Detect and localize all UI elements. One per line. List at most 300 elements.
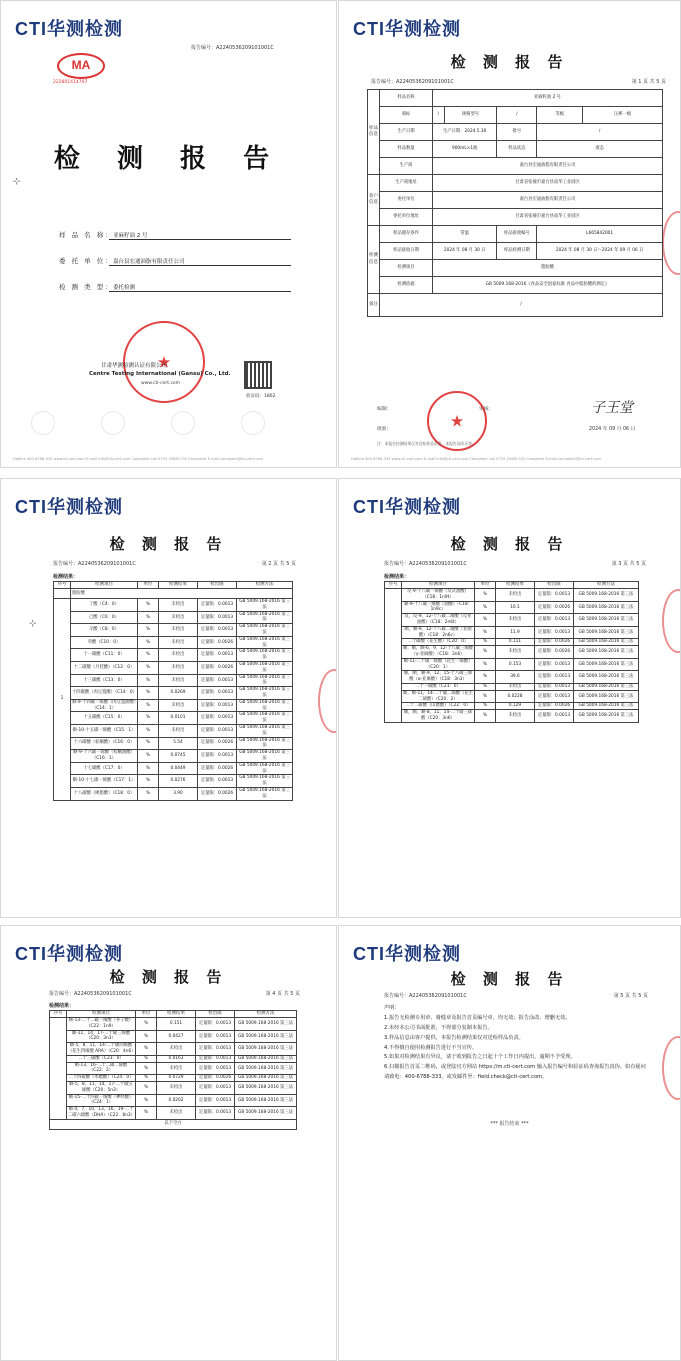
item-cell: 顺-5，8，11，14，17-二十碳五烯酸（C20：5n3） bbox=[67, 1082, 136, 1095]
result-cell: 0.0427 bbox=[157, 1030, 196, 1043]
result-cell: 10.1 bbox=[496, 601, 535, 614]
result-cell: 0.0276 bbox=[159, 775, 198, 788]
unit-cell: % bbox=[138, 674, 159, 687]
item-cell: 顺-13，16-二十二碳二烯酸（C22：2） bbox=[67, 1062, 136, 1075]
result-cell: 未检出 bbox=[157, 1082, 196, 1095]
lod-cell: 定量限：0.0013 bbox=[196, 1043, 235, 1056]
item-cell: 反，反-9，12-十八碳二烯酸（反亚油酸）（C18：2n6t） bbox=[402, 614, 475, 627]
item-cell: 二十二碳酸（山嵛酸）（C22：0） bbox=[402, 703, 475, 710]
unit-cell: % bbox=[138, 775, 159, 788]
table-row bbox=[54, 712, 293, 725]
lod-cell: 定量限：0.0013 bbox=[196, 1062, 235, 1075]
item-cell: 顺-9-十四碳一烯酸（肉豆蔻油酸）（C14：1） bbox=[72, 699, 136, 711]
lod-cell: 定量限：0.0026 bbox=[198, 787, 237, 800]
table-row bbox=[54, 624, 293, 637]
table-row bbox=[54, 787, 293, 800]
cti-logo: CTI华测检测 bbox=[15, 944, 123, 964]
client-row: 委 托 单 位：嘉台县宏通油脂有限责任公司 bbox=[59, 256, 291, 266]
item-cell: 顺，顺，顺-6，9，12-十八碳三烯酸（γ-亚麻酸）（C18：3n6） bbox=[403, 646, 473, 658]
unit-cell: % bbox=[136, 1107, 157, 1120]
unit-cell: % bbox=[138, 737, 159, 750]
unit-cell: % bbox=[138, 787, 159, 800]
result-cell: 未检出 bbox=[157, 1043, 196, 1056]
crosshair-icon: ⊹ bbox=[13, 177, 21, 187]
sign-note: 注：本报告检测结果仅对送检样品负责，本报告涂改无效。 bbox=[377, 441, 476, 446]
item-cell: 己酸（C6：0） bbox=[71, 611, 138, 624]
unit-cell: % bbox=[138, 599, 159, 612]
report-title: 检 测 报 告 bbox=[450, 535, 569, 553]
table-row bbox=[385, 684, 639, 691]
result-cell: 0.0745 bbox=[159, 750, 198, 763]
cma-mark-icon: MA bbox=[57, 53, 105, 79]
table-row bbox=[54, 599, 293, 612]
unit-cell: % bbox=[138, 750, 159, 763]
method-cell: GB 5009.168-2016 第三法 bbox=[574, 690, 639, 703]
cti-logo: CTI华测检测 bbox=[15, 19, 123, 39]
report-no: 报告编号：A2240536209101001C bbox=[384, 561, 467, 567]
approver-label: 批准： bbox=[377, 427, 392, 432]
company-seal-icon: ★ bbox=[123, 321, 205, 403]
method-cell: GB 5009.168-2016 第三法 bbox=[574, 626, 639, 639]
method-cell: GB 5009.168-2016 第三法 bbox=[574, 658, 639, 671]
method-cell: GB 5009.168-2016 第三法 bbox=[574, 614, 639, 627]
unit-cell: % bbox=[136, 1030, 157, 1043]
item-cell: 顺-4，7，10，13，16，19-二十二碳六烯酸（DHA）（C22：6n3） bbox=[68, 1107, 135, 1119]
method-cell: GB 5009.168-2016 第三法 bbox=[237, 750, 293, 763]
unit-cell: % bbox=[475, 710, 496, 723]
result-cell: 未检出 bbox=[159, 674, 198, 687]
item-cell: 癸酸（C10：0） bbox=[71, 636, 138, 649]
lod-cell: 定量限：0.0013 bbox=[198, 624, 237, 637]
info-page bbox=[338, 0, 681, 468]
method-cell: GB 5009.168-2016 第三法 bbox=[237, 762, 293, 775]
method-cell: GB 5009.168-2016 第三法 bbox=[574, 710, 639, 723]
result-cell: 39.6 bbox=[496, 671, 535, 684]
results-table-2: 序号 检测项目 单位 检测结果 检出限 检测方法 反-9-十八碳一烯酸（反式油酸）（C18：1n9t） % 未检出 定量限：0.0013 GB 5009.168-2016 第三法 顺-9-十八碳一烯酸（油酸）（C18：1n9c） % 10.1 定量限：0.0026 GB 5009.168-2016 第三法 反，反-9，12-十八碳二烯酸（反亚油酸）（C18：2n6t） % 未检出 定量限：0.0013 GB 5009.168-2016 第三法 顺，顺-9，12-十八碳二烯酸（亚油酸）（C18：2n6c） % 11.9 定量限：0.0013 GB 5009.168-2016 第三法 二十碳酸（花生酸）（C20：0） % 0.111 定量限：0.0026 GB 5009.168-2016 第三法 顺，顺，顺-6，9，12-十八碳三烯酸（γ-亚麻酸）（C18：3n6） % 未检出 定量限：0.0026 GB 5009.168-2016 第三法 顺-11-二十碳一烯酸（花生一烯酸）（C20：1） % 0.153 定量限：0.0013 GB 5009.168-2016 第三法 顺，顺，顺-9，12，15-十八碳三烯酸（α-亚麻酸）（C18：3n3） % 39.6 定量限：0.0013 GB 5009.168-2016 第三法 二十一碳酸（C21：0） % 未检出 定量限：0.0013 GB 5009.168-2016 第三法 顺，顺-11，14-二十碳二烯酸（花生二烯酸）（C20：2） % 0.0228 定量限：0.0013 GB 5009.168-2016 第三法 二十二碳酸（山嵛酸）（C22：0） % 0.129 定量限：0.0026 GB 5009.168-2016 第三法 顺，顺，顺-8，11，14-二十碳三烯酸（C20：3n6） % 未检出 定量限：0.0013 GB 5009.168-2016 第三法 bbox=[384, 581, 639, 723]
lod-cell: 定量限：0.0026 bbox=[535, 601, 574, 614]
edge-seal-icon bbox=[662, 589, 681, 653]
unit-cell: % bbox=[138, 712, 159, 725]
method-cell: GB 5009.168-2016 第三法 bbox=[574, 703, 639, 710]
result-cell: 3.90 bbox=[159, 787, 198, 800]
table-row bbox=[385, 639, 639, 646]
statement-item: 2.未经本公司书面批准，不得部分复制本报告。 bbox=[384, 1024, 493, 1031]
unit-cell: % bbox=[475, 639, 496, 646]
table-row bbox=[385, 601, 639, 614]
report-no: 报告编号：A2240536209101001C bbox=[384, 993, 467, 999]
sample-info-table: 样品信息 样品名称 亚麻籽油 2 号 商标 / 规格型号 / 等级 压榨一级 生产日期 生产日期：2024.5.30 批号 / 样品数量 900mL×1瓶 样品状态 液态 生产商 嘉台县宏通油脂有限责任公司 客户信息 生产商地址 甘肃省张掖市嘉台县南华工业园区 委托单位 嘉台县宏通油脂有限责任公司 委托单位地址 甘肃省张掖市嘉台县南华工业园区 检测信息 样品储存条件 常温 样品接收编号 L665842001 样品接收日期 2024 年 08 月 30 日 样品检测日期 2024 年 08 月 30 日～2024 年 09 月 06 日 检测项目 脂肪酸 检测依据 GB 5009.168-2016《食品安全国家标准 食品中脂肪酸的测定》 备注 / bbox=[367, 89, 663, 317]
method-cell: GB 5009.168-2016 第三法 bbox=[574, 589, 639, 602]
seq-cell bbox=[385, 589, 402, 723]
result-cell: 未检出 bbox=[159, 699, 198, 712]
unit-cell: % bbox=[136, 1018, 157, 1031]
edge-seal-icon bbox=[662, 1036, 681, 1100]
result-cell: 0.129 bbox=[496, 703, 535, 710]
item-cell: 顺-9-十八碳一烯酸（油酸）（C18：1n9c） bbox=[402, 601, 475, 614]
method-cell: GB 5009.168-2016 第三法 bbox=[237, 599, 293, 612]
table-row bbox=[385, 710, 639, 723]
method-cell: GB 5009.168-2016 第三法 bbox=[235, 1094, 297, 1107]
cover-report-no: 报告编号：A2240536209101001C bbox=[191, 45, 274, 51]
result-cell: 未检出 bbox=[159, 649, 198, 662]
item-cell: 十三碳酸（C13：0） bbox=[71, 674, 138, 687]
lod-cell: 定量限：0.0013 bbox=[535, 614, 574, 627]
result-cell: 0.0729 bbox=[157, 1075, 196, 1082]
crosshair-icon: ⊹ bbox=[29, 619, 37, 629]
method-cell: GB 5009.168-2016 第三法 bbox=[237, 787, 293, 800]
table-row bbox=[50, 1062, 297, 1075]
unit-cell: % bbox=[136, 1075, 157, 1082]
report-no: 报告编号：A2240536209101001C bbox=[53, 561, 136, 567]
statement-item: 6.扫描报告首页二维码，或登陆官方网站 https://m.cti-cert.com 输入报告编号和验证码查询报告真伪。如有疑问请致电：400-6788-333，或发邮件至：field.check@cti-cert.com。 bbox=[384, 1064, 646, 1081]
unit-cell: % bbox=[475, 646, 496, 659]
watermark-icon bbox=[241, 411, 265, 435]
unit-cell: % bbox=[475, 601, 496, 614]
item-cell: 十二碳酸（月桂酸）（C12：0） bbox=[71, 662, 138, 675]
lod-cell: 定量限：0.0013 bbox=[198, 725, 237, 738]
watermark-icon bbox=[31, 411, 55, 435]
lod-cell: 定量限：0.0013 bbox=[196, 1055, 235, 1062]
edge-seal-icon bbox=[318, 669, 337, 733]
lod-cell: 定量限：0.0026 bbox=[198, 737, 237, 750]
method-cell: GB 5009.168-2016 第三法 bbox=[237, 649, 293, 662]
method-cell: GB 5009.168-2016 第三法 bbox=[235, 1018, 297, 1031]
result-cell: 未检出 bbox=[157, 1062, 196, 1075]
seq-cell bbox=[50, 1018, 67, 1120]
lod-cell: 定量限：0.0013 bbox=[196, 1094, 235, 1107]
method-cell: GB 5009.168-2016 第三法 bbox=[237, 687, 293, 700]
results-page-1 bbox=[0, 478, 337, 918]
item-cell: 顺，顺-9，12-十八碳二烯酸（亚油酸）（C18：2n6c） bbox=[402, 626, 475, 639]
table-row bbox=[54, 725, 293, 738]
cover-title: 检 测 报 告 bbox=[53, 144, 284, 174]
result-cell: 0.0269 bbox=[159, 687, 198, 700]
table-row bbox=[50, 1107, 297, 1120]
lod-cell: 定量限：0.0013 bbox=[535, 684, 574, 691]
org-website: www.cti-cert.com bbox=[141, 381, 181, 386]
method-cell: GB 5009.168-2016 第三法 bbox=[235, 1055, 297, 1062]
statement-page bbox=[338, 925, 681, 1361]
method-cell: GB 5009.168-2016 第三法 bbox=[237, 636, 293, 649]
table-row bbox=[54, 674, 293, 687]
report-end: *** 报告结束 *** bbox=[490, 1121, 529, 1127]
item-cell: 顺，顺-11，14-二十碳二烯酸（花生二烯酸）（C20：2） bbox=[403, 690, 473, 702]
table-row bbox=[50, 1055, 297, 1062]
approve-date: 2024 年 09 月 06 日 bbox=[589, 427, 636, 432]
method-cell: GB 5009.168-2016 第三法 bbox=[574, 646, 639, 659]
results-page-3 bbox=[0, 925, 337, 1361]
method-cell: GB 5009.168-2016 第三法 bbox=[237, 624, 293, 637]
results-label: 检测结果： bbox=[384, 574, 410, 580]
report-title: 检 测 报 告 bbox=[450, 970, 569, 988]
lod-cell: 定量限：0.0013 bbox=[535, 589, 574, 602]
unit-cell: % bbox=[138, 762, 159, 775]
statement-list bbox=[384, 1004, 650, 1083]
page-number: 第 1 页 共 5 页 bbox=[631, 79, 666, 85]
lod-cell: 定量限：0.0013 bbox=[196, 1030, 235, 1043]
table-row bbox=[54, 611, 293, 624]
table-row bbox=[385, 614, 639, 627]
results-table-3: 序号 检测项目 单位 检测结果 检出限 检测方法 顺-13-二十二碳一烯酸（芥子酸）（C22：1n9） % 0.151 定量限：0.0013 GB 5009.168-2016 第三法 顺-11，14，17-二十碳三烯酸（C20：3n3） % 0.0427 定量限：0.0013 GB 5009.168-2016 第三法 顺-5，8，11，14-二十碳四烯酸（花生四烯酸 ARA）（C20：4n6） % 未检出 定量限：0.0013 GB 5009.168-2016 第三法 二十三碳酸（C23：0） % 0.0163 定量限：0.0013 GB 5009.168-2016 第三法 顺-13，16-二十二碳二烯酸（C22：2） % 未检出 定量限：0.0013 GB 5009.168-2016 第三法 二十四碳酸（木蜡酸）（C24：0） % 0.0729 定量限：0.0026 GB 5009.168-2016 第三法 顺-5，8，11，14，17-二十碳五烯酸（C20：5n3） % 未检出 定量限：0.0013 GB 5009.168-2016 第三法 顺-15-二十四碳一烯酸（神经酸）（C24：1） % 0.0202 定量限：0.0013 GB 5009.168-2016 第三法 顺-4，7，10，13，16，19-二十二碳六烯酸（DHA）（C22：6n3） % 未检出 定量限：0.0013 GB 5009.168-2016 第三法 以下空白 bbox=[49, 1010, 297, 1130]
method-cell: GB 5009.168-2016 第三法 bbox=[237, 699, 293, 712]
lod-cell: 定量限：0.0013 bbox=[198, 775, 237, 788]
result-cell: 5.54 bbox=[159, 737, 198, 750]
result-cell: 未检出 bbox=[159, 636, 198, 649]
item-cell: 顺-5，8，11，14-二十碳四烯酸（花生四烯酸 ARA）（C20：4n6） bbox=[68, 1043, 136, 1055]
result-cell: 0.0228 bbox=[496, 690, 535, 703]
method-cell: GB 5009.168-2016 第三法 bbox=[574, 639, 639, 646]
result-cell: 未检出 bbox=[159, 662, 198, 675]
result-cell: 0.0101 bbox=[159, 712, 198, 725]
result-cell: 未检出 bbox=[496, 646, 535, 659]
unit-cell: % bbox=[475, 626, 496, 639]
lod-cell: 定量限：0.0026 bbox=[535, 703, 574, 710]
table-row bbox=[54, 687, 293, 700]
item-cell: 顺，顺，顺-9，12，15-十八碳三烯酸（α-亚麻酸）（C18：3n3） bbox=[402, 671, 475, 684]
item-cell: 顺-11-二十碳一烯酸（花生一烯酸）（C20：1） bbox=[402, 658, 475, 671]
lod-cell: 定量限：0.0013 bbox=[196, 1107, 235, 1120]
lod-cell: 定量限：0.0013 bbox=[535, 710, 574, 723]
table-row bbox=[54, 762, 293, 775]
method-cell: GB 5009.168-2016 第三法 bbox=[237, 737, 293, 750]
unit-cell: % bbox=[138, 649, 159, 662]
method-cell: GB 5009.168-2016 第三法 bbox=[235, 1062, 297, 1075]
item-cell: 顺-10-十五碳一烯酸（C15：1） bbox=[71, 725, 138, 738]
statement-item: 4.不得擅自使用检测报告进行不当宣传。 bbox=[384, 1044, 478, 1051]
unit-cell: % bbox=[475, 703, 496, 710]
report-no: 报告编号：A2240536209101001C bbox=[49, 991, 132, 997]
method-cell: GB 5009.168-2016 第三法 bbox=[237, 775, 293, 788]
method-cell: GB 5009.168-2016 第三法 bbox=[237, 712, 293, 725]
item-cell: 顺-9-十六碳一烯酸（棕榈油酸）（C16：1） bbox=[71, 750, 138, 763]
lod-cell: 定量限：0.0013 bbox=[198, 649, 237, 662]
test-type-row: 检 测 类 型：委托检测 bbox=[59, 282, 291, 292]
unit-cell: % bbox=[475, 690, 496, 703]
result-cell: 未检出 bbox=[496, 614, 535, 627]
result-cell: 未检出 bbox=[159, 624, 198, 637]
verify-code: 验证码：1862 bbox=[246, 394, 276, 399]
lod-cell: 定量限：0.0026 bbox=[198, 636, 237, 649]
test-seal-icon: ★ bbox=[427, 391, 487, 451]
report-title: 检 测 报 告 bbox=[450, 53, 569, 71]
item-cell: 辛酸（C8：0） bbox=[71, 624, 138, 637]
unit-cell: % bbox=[475, 614, 496, 627]
org-name-en: Centre Testing International (Gansu) Co., Ltd. bbox=[89, 371, 231, 377]
page-number: 第 2 页 共 5 页 bbox=[261, 561, 296, 567]
method-cell: GB 5009.168-2016 第三法 bbox=[237, 611, 293, 624]
unit-cell: % bbox=[138, 624, 159, 637]
result-cell: 0.111 bbox=[496, 639, 535, 646]
method-cell: GB 5009.168-2016 第三法 bbox=[237, 662, 293, 675]
table-row bbox=[54, 699, 293, 712]
cti-logo: CTI华测检测 bbox=[353, 497, 461, 517]
table-row bbox=[385, 646, 639, 659]
table-row bbox=[385, 671, 639, 684]
lod-cell: 定量限：0.0026 bbox=[196, 1075, 235, 1082]
result-cell: 未检出 bbox=[159, 611, 198, 624]
report-title: 检 测 报 告 bbox=[109, 535, 228, 553]
result-cell: 0.0202 bbox=[157, 1094, 196, 1107]
result-cell: 0.151 bbox=[157, 1018, 196, 1031]
table-row bbox=[50, 1030, 297, 1043]
item-cell: 顺-15-二十四碳一烯酸（神经酸）（C24：1） bbox=[67, 1094, 136, 1107]
report-no: 报告编号：A2240536209101001C bbox=[371, 79, 454, 85]
method-cell: GB 5009.168-2016 第三法 bbox=[235, 1107, 297, 1120]
table-row bbox=[385, 589, 639, 602]
lod-cell: 定量限：0.0013 bbox=[198, 599, 237, 612]
results-label: 检测结果： bbox=[53, 574, 79, 580]
reviewer-label: 审核： bbox=[479, 407, 494, 412]
method-cell: GB 5009.168-2016 第三法 bbox=[574, 601, 639, 614]
report-title: 检 测 报 告 bbox=[109, 968, 228, 986]
lod-cell: 定量限：0.0013 bbox=[198, 674, 237, 687]
table-row bbox=[54, 750, 293, 763]
item-cell: 二十碳酸（花生酸）（C20：0） bbox=[402, 639, 475, 646]
result-cell: 0.0449 bbox=[159, 762, 198, 775]
table-row bbox=[54, 775, 293, 788]
item-cell: 二十四碳酸（木蜡酸）（C24：0） bbox=[67, 1075, 136, 1082]
method-cell: GB 5009.168-2016 第三法 bbox=[574, 671, 639, 684]
table-row bbox=[385, 690, 639, 703]
statement-item: 1.报告无检测专用章、骑缝章及报告首页编号章，均无效；报告涂改、增删无效。 bbox=[384, 1014, 571, 1021]
result-cell: 未检出 bbox=[159, 725, 198, 738]
item-cell: 十八碳酸（硬脂酸）（C18：0） bbox=[71, 787, 138, 800]
table-row bbox=[54, 636, 293, 649]
lod-cell: 定量限：0.0026 bbox=[198, 762, 237, 775]
page-number: 第 3 页 共 5 页 bbox=[611, 561, 646, 567]
table-row bbox=[54, 737, 293, 750]
unit-cell: % bbox=[136, 1055, 157, 1062]
signature-icon: 子王堂 bbox=[591, 400, 633, 416]
method-cell: GB 5009.168-2016 第三法 bbox=[235, 1030, 297, 1043]
cma-number: 222801414707 bbox=[53, 80, 88, 85]
table-row bbox=[50, 1043, 297, 1056]
watermark-icon bbox=[171, 411, 195, 435]
table-row bbox=[50, 1094, 297, 1107]
statement-heading: 声明： bbox=[384, 1005, 400, 1011]
lod-cell: 定量限：0.0013 bbox=[535, 626, 574, 639]
result-cell: 未检出 bbox=[496, 710, 535, 723]
method-cell: GB 5009.168-2016 第三法 bbox=[574, 684, 639, 691]
result-cell: 未检出 bbox=[496, 589, 535, 602]
cti-logo: CTI华测检测 bbox=[353, 19, 461, 39]
result-cell: 未检出 bbox=[496, 684, 535, 691]
table-row bbox=[385, 658, 639, 671]
unit-cell: % bbox=[475, 589, 496, 602]
result-cell: 未检出 bbox=[159, 599, 198, 612]
unit-cell: % bbox=[475, 658, 496, 671]
blank-note: 以下空白 bbox=[50, 1119, 297, 1129]
unit-cell: % bbox=[138, 725, 159, 738]
org-name-cn: 甘肃华测检测认证有限公司 bbox=[101, 363, 168, 369]
item-cell: 十七碳酸（C17：0） bbox=[71, 762, 138, 775]
page-number: 第 4 页 共 5 页 bbox=[265, 991, 300, 997]
lod-cell: 定量限：0.0013 bbox=[196, 1082, 235, 1095]
unit-cell: % bbox=[136, 1062, 157, 1075]
unit-cell: % bbox=[138, 636, 159, 649]
method-cell: GB 5009.168-2016 第三法 bbox=[235, 1043, 297, 1056]
lod-cell: 定量限：0.0013 bbox=[535, 690, 574, 703]
unit-cell: % bbox=[138, 699, 159, 712]
cover-page bbox=[0, 0, 337, 468]
unit-cell: % bbox=[475, 684, 496, 691]
lod-cell: 定量限：0.0026 bbox=[198, 662, 237, 675]
lod-cell: 定量限：0.0013 bbox=[198, 712, 237, 725]
table-row bbox=[50, 1075, 297, 1082]
lod-cell: 定量限：0.0013 bbox=[535, 671, 574, 684]
item-cell: 顺-10-十七碳一烯酸（C17：1） bbox=[71, 775, 138, 788]
item-cell: 十四碳酸（肉豆蔻酸）（C14：0） bbox=[71, 687, 138, 700]
lod-cell: 定量限：0.0013 bbox=[198, 699, 237, 712]
unit-cell: % bbox=[475, 671, 496, 684]
result-cell: 0.0163 bbox=[157, 1055, 196, 1062]
table-row bbox=[385, 703, 639, 710]
item-cell: 丁酸（C4：0） bbox=[71, 599, 138, 612]
table-row bbox=[385, 626, 639, 639]
item-cell: 二十一碳酸（C21：0） bbox=[402, 684, 475, 691]
lod-cell: 定量限：0.0013 bbox=[198, 750, 237, 763]
unit-cell: % bbox=[138, 662, 159, 675]
statement-item: 5.如果对检测结果有异议，请于收到报告之日起十个工作日内提出，逾期不予受理。 bbox=[384, 1054, 576, 1061]
table-row bbox=[54, 649, 293, 662]
method-cell: GB 5009.168-2016 第三法 bbox=[235, 1082, 297, 1095]
unit-cell: % bbox=[136, 1043, 157, 1056]
method-cell: GB 5009.168-2016 第三法 bbox=[237, 725, 293, 738]
lod-cell: 定量限：0.0013 bbox=[535, 658, 574, 671]
cti-logo: CTI华测检测 bbox=[15, 497, 123, 517]
method-cell: GB 5009.168-2016 第三法 bbox=[237, 674, 293, 687]
results-label: 检测结果： bbox=[49, 1003, 75, 1009]
unit-cell: % bbox=[138, 611, 159, 624]
table-row bbox=[50, 1082, 297, 1095]
sample-name-row: 样 品 名 称：亚麻籽油 2 号 bbox=[59, 230, 291, 240]
item-cell: 顺，顺，顺-8，11，14-二十碳三烯酸（C20：3n6） bbox=[402, 710, 475, 723]
lod-cell: 定量限：0.0013 bbox=[198, 611, 237, 624]
lod-cell: 定量限：0.0013 bbox=[198, 687, 237, 700]
qr-code-icon bbox=[246, 363, 270, 387]
item-cell: 顺-11，14，17-二十碳三烯酸（C20：3n3） bbox=[67, 1030, 136, 1043]
item-cell: 二十三碳酸（C23：0） bbox=[67, 1055, 136, 1062]
result-cell: 未检出 bbox=[157, 1107, 196, 1120]
results-table-1: 序号 检测项目 单位 检测结果 检出限 检测方法 脂肪酸 1 丁酸（C4：0） % 未检出 定量限：0.0013 GB 5009.168-2016 第三法 己酸（C6：0） % 未检出 定量限：0.0013 GB 5009.168-2016 第三法 辛酸（C8：0） % 未检出 定量限：0.0013 GB 5009.168-2016 第三法 癸酸（C10：0） % 未检出 定量限：0.0026 GB 5009.168-2016 第三法 十一碳酸（C11：0） % 未检出 定量限：0.0013 GB 5009.168-2016 第三法 十二碳酸（月桂酸）（C12：0） % 未检出 定量限：0.0026 GB 5009.168-2016 第三法 十三碳酸（C13：0） % 未检出 定量限：0.0013 GB 5009.168-2016 第三法 十四碳酸（肉豆蔻酸）（C14：0） % 0.0269 定量限：0.0013 GB 5009.168-2016 第三法 顺-9-十四碳一烯酸（肉豆蔻油酸）（C14：1） % 未检出 定量限：0.0013 GB 5009.168-2016 第三法 十五碳酸（C15：0） % 0.0101 定量限：0.0013 GB 5009.168-2016 第三法 顺-10-十五碳一烯酸（C15：1） % 未检出 定量限：0.0013 GB 5009.168-2016 第三法 十六碳酸（棕榈酸）（C16：0） % 5.54 定量限：0.0026 GB 5009.168-2016 第三法 顺-9-十六碳一烯酸（棕榈油酸）（C16：1） % 0.0745 定量限：0.0013 GB 5009.168-2016 第三法 十七碳酸（C17：0） % 0.0449 定量限：0.0026 GB 5009.168-2016 第三法 顺-10-十七碳一烯酸（C17：1） % 0.0276 定量限：0.0013 GB 5009.168-2016 第三法 十八碳酸（硬脂酸）（C18：0） % 3.90 定量限：0.0026 GB 5009.168-2016 第三法 bbox=[53, 581, 293, 801]
statement-item: 3.样品信息由客户提供，本报告检测结果仅对送检样品负责。 bbox=[384, 1034, 524, 1041]
item-cell: 顺-13-二十二碳一烯酸（芥子酸）（C22：1n9） bbox=[67, 1018, 136, 1031]
table-row bbox=[50, 1018, 297, 1031]
page-footer: Hotline 400-6788-333 www.cti-cert.com E-mail info@cti-cert.com Complaint call 0755-33681700 Complaint E-mail complaint@cti-cert.com bbox=[13, 457, 263, 461]
lod-cell: 定量限：0.0013 bbox=[196, 1018, 235, 1031]
table-row bbox=[54, 662, 293, 675]
result-cell: 11.9 bbox=[496, 626, 535, 639]
lod-cell: 定量限：0.0026 bbox=[535, 639, 574, 646]
page-footer: Hotline 400-6788-333 www.cti-cert.com E-mail info@cti-cert.com Complaint call 0755-33681700 Complaint E-mail complaint@cti-cert.com bbox=[351, 457, 601, 461]
results-page-2 bbox=[338, 478, 681, 918]
item-cell: 十五碳酸（C15：0） bbox=[71, 712, 138, 725]
unit-cell: % bbox=[136, 1094, 157, 1107]
watermark-icon bbox=[101, 411, 125, 435]
page-number: 第 5 页 共 5 页 bbox=[613, 993, 648, 999]
unit-cell: % bbox=[136, 1082, 157, 1095]
edge-seal-icon bbox=[662, 211, 681, 275]
lod-cell: 定量限：0.0026 bbox=[535, 646, 574, 659]
seq-cell: 1 bbox=[54, 599, 71, 801]
item-cell: 十一碳酸（C11：0） bbox=[71, 649, 138, 662]
result-cell: 0.153 bbox=[496, 658, 535, 671]
item-cell: 十六碳酸（棕榈酸）（C16：0） bbox=[71, 737, 138, 750]
unit-cell: % bbox=[138, 687, 159, 700]
method-cell: GB 5009.168-2016 第三法 bbox=[235, 1075, 297, 1082]
item-cell: 反-9-十八碳一烯酸（反式油酸）（C18：1n9t） bbox=[402, 589, 475, 602]
cti-logo: CTI华测检测 bbox=[353, 944, 461, 964]
